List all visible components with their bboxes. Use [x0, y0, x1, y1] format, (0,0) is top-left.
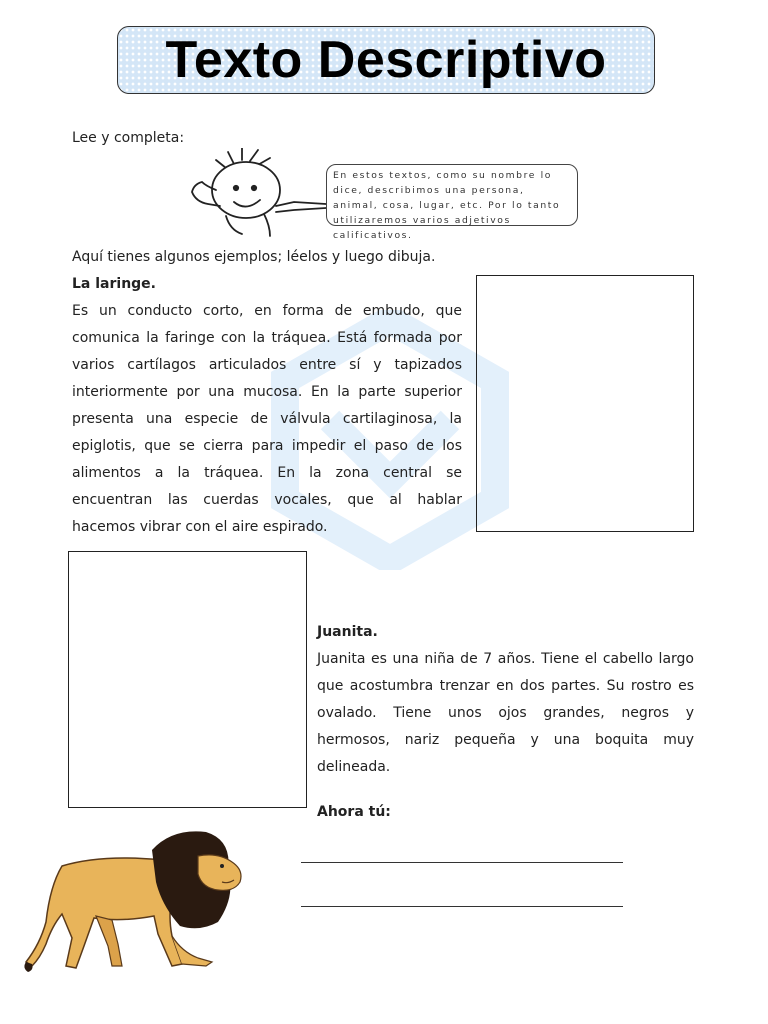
juanita-heading: Juanita. [317, 624, 378, 640]
page-title: Texto Descriptivo [165, 31, 607, 89]
answer-line-2[interactable] [301, 906, 623, 907]
examples-intro: Aquí tienes algunos ejemplos; léelos y luego dibuja. [72, 249, 436, 265]
cartoon-kid-icon [186, 148, 326, 240]
answer-line-1[interactable] [301, 862, 623, 863]
ahora-heading: Ahora tú: [317, 804, 391, 820]
laringe-paragraph: Es un conducto corto, en forma de embudo, que comunica la faringe con la tráquea. Está formada por varios cartílagos articulados entre sí y tapizados interiormente por una mucosa. En la parte superior presenta una especie de válvula cartilaginosa, la epiglotis, que se cierra para impedir el paso de los alimentos a la tráquea. En la zona central se encuentran las cuerdas vocales, que al hablar hacemos vibrar con el aire espirado. [72, 303, 462, 535]
laringe-heading: La laringe. [72, 276, 156, 292]
speech-bubble: En estos textos, como su nombre lo dice, describimos una persona, animal, cosa, lugar, etc. Por lo tanto utilizaremos varios adjetivos calificativos. [326, 164, 578, 226]
juanita-paragraph: Juanita es una niña de 7 años. Tiene el cabello largo que acostumbra trenzar en dos partes. Su rostro es ovalado. Tiene unos ojos grandes, negros y hermosos, nariz pequeña y una boquita muy delineada. [317, 651, 694, 775]
lion-illustration [22, 826, 248, 974]
instruction-text: Lee y completa: [72, 130, 185, 146]
title-banner [117, 26, 655, 94]
laringe-drawing-box[interactable] [476, 275, 694, 532]
juanita-drawing-box[interactable] [68, 551, 307, 808]
